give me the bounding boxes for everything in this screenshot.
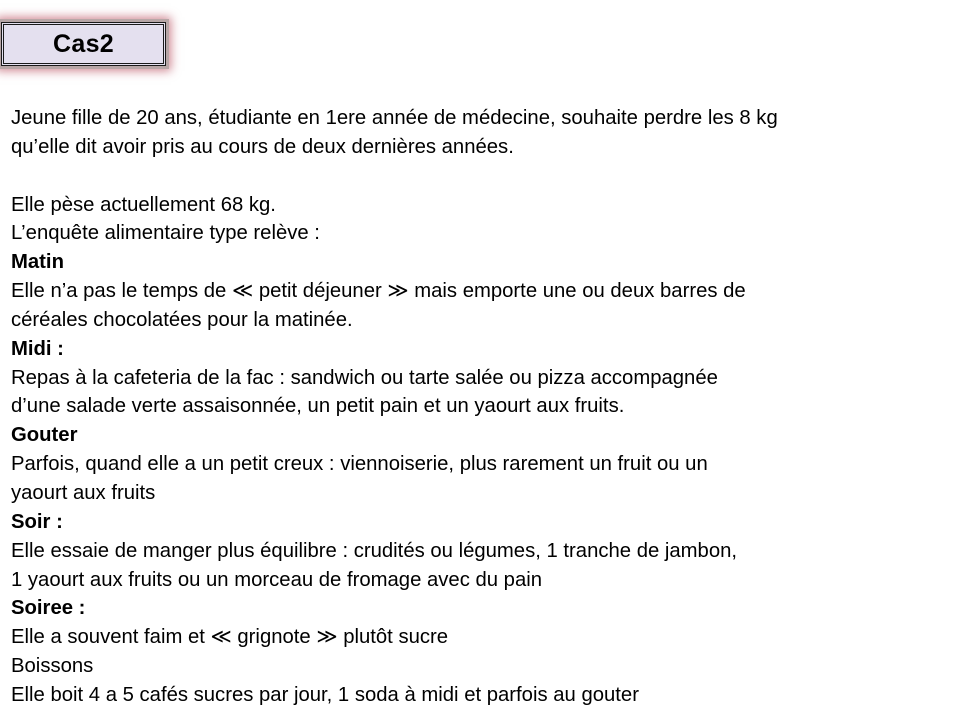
text-line: 1 yaourt aux fruits ou un morceau de fromage avec du pain — [11, 568, 543, 591]
blank-line — [11, 162, 951, 191]
section-heading-soiree: Soiree : — [11, 597, 86, 620]
text-line: qu’elle dit avoir pris au cours de deux dernières années. — [11, 135, 514, 158]
slide-title: Cas2 — [53, 29, 114, 58]
text-line: Jeune fille de 20 ans, étudiante en 1ere année de médecine, souhaite perdre les 8 kg — [11, 107, 778, 129]
section-heading-gouter: Gouter — [11, 424, 78, 447]
text-line: céréales chocolatées pour la matinée. — [11, 308, 353, 331]
text-line: Elle essaie de manger plus équilibre : crudités ou légumes, 1 tranche de jambon, — [11, 539, 738, 562]
text-line: yaourt aux fruits — [11, 481, 156, 504]
text-line: Parfois, quand elle a un petit creux : viennoiserie, plus rarement un fruit ou un — [11, 453, 708, 476]
section-heading-boissons: Boissons — [11, 655, 94, 678]
text-line: Elle n’a pas le temps de ≪ petit déjeuner ≫ mais emporte une ou deux barres de — [11, 280, 746, 303]
text-line: d’une salade verte assaisonnée, un petit pain et un yaourt aux fruits. — [11, 395, 625, 418]
text-line: Repas à la cafeteria de la fac : sandwich ou tarte salée ou pizza accompagnée — [11, 366, 718, 389]
section-heading-midi: Midi : — [11, 337, 64, 360]
section-heading-soir: Soir : — [11, 510, 63, 533]
text-line: Elle a souvent faim et ≪ grignote ≫ plutôt sucre — [11, 626, 449, 649]
section-heading-matin: Matin — [11, 251, 64, 274]
text-line: L’enquête alimentaire type relève : — [11, 222, 320, 245]
title-box — [1, 22, 166, 66]
text-line: Elle boit 4 a 5 cafés sucres par jour, 1 soda à midi et parfois au gouter — [11, 683, 639, 706]
text-line: Elle pèse actuellement 68 kg. — [11, 193, 276, 216]
case-text — [11, 104, 951, 710]
